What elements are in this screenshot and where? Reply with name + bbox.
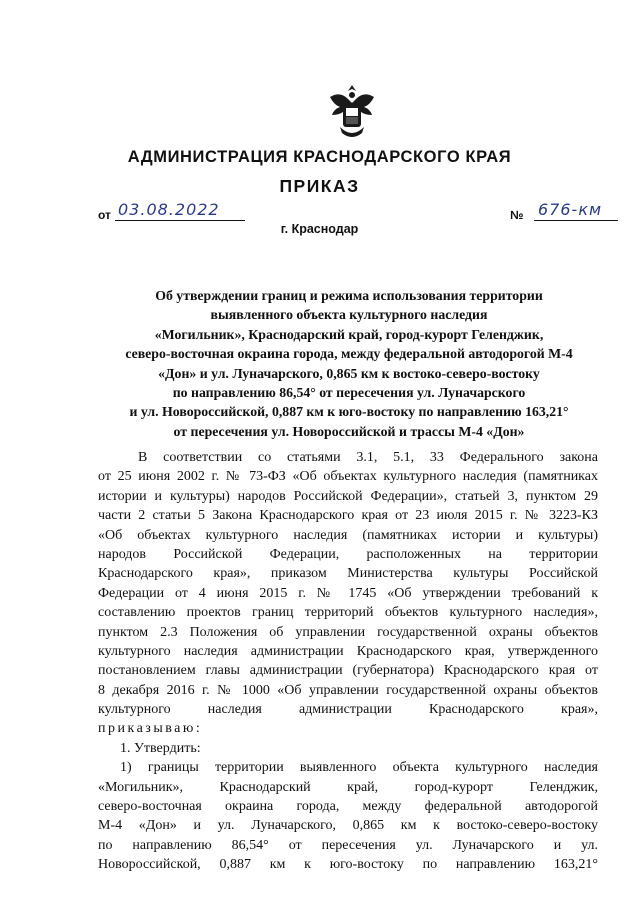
document-body [98, 448, 598, 875]
body-line: М-4 «Дон» и ул. Луначарского, 0,865 км к востоко-северо-востоку [98, 818, 598, 834]
body-line: В соответствии со статьями 3.1, 5.1, 33 Федерального закона [138, 450, 598, 465]
body-line: по направлению 86,54° от пересечения ул. Луначарского и ул. [98, 837, 598, 853]
title-line: северо-восточная окраина города, между федеральной автодорогой М-4 [125, 346, 573, 362]
body-line: «Об объектах культурного наследия (памятниках истории и культуры) [98, 527, 598, 543]
organization-name: АДМИНИСТРАЦИЯ КРАСНОДАРСКОГО КРАЯ [127, 148, 512, 166]
body-line: Федерации от 4 июня 2015 г. № 1745 «Об утверждении требований к [98, 585, 598, 601]
body-line: 8 декабря 2016 г. № 1000 «Об управлении государственной охраны объектов [98, 682, 598, 698]
number-underline [534, 220, 618, 221]
number-value: 676-км [538, 200, 603, 219]
city-name: г. Краснодар [280, 222, 359, 236]
date-value: 03.08.2022 [118, 200, 220, 219]
order-verb: приказываю: [98, 721, 203, 737]
title-line: «Могильник», Краснодарский край, город-курорт Геленджик, [154, 326, 544, 342]
title-line: Об утверждении границ и режима использования территории [155, 288, 543, 303]
body-line: пунктом 2.3 Положения об управлении государственной охраны объектов [98, 624, 598, 640]
date-underline [115, 220, 245, 221]
body-line: северо-восточная окраина города, между федеральной автодорогой [98, 799, 598, 815]
body-line: части 2 статьи 5 Закона Краснодарского края от 23 июля 2015 г. № 3223-КЗ [98, 508, 598, 524]
body-line: 1. Утвердить: [120, 740, 201, 756]
body-line: культурного наследия администрации Краснодарского края», [98, 702, 598, 718]
title-line: выявленного объекта культурного наследия [210, 307, 488, 323]
body-line: составлению проектов границ территорий объектов культурного наследия», [98, 605, 598, 621]
date-label: от [98, 208, 111, 222]
title-line: от пересечения ул. Новороссийской и трассы М-4 «Дон» [173, 423, 525, 439]
body-line: народов Российской Федерации, расположенных на территории [98, 546, 598, 562]
number-field [510, 200, 620, 222]
document-title [104, 286, 594, 441]
body-line: постановлением главы администрации (губернатора) Краснодарского края от [98, 663, 598, 679]
body-line: 1) границы территории выявленного объекта культурного наследия [120, 760, 598, 776]
title-line: и ул. Новороссийской, 0,887 км к юго-востоку по направлению 163,21° [129, 404, 569, 420]
title-line: «Дон» и ул. Луначарского, 0,865 км к востоко-северо-востоку [158, 365, 540, 381]
body-line: истории и культуры) народов Российской Федерации», статьей 3, пунктом 29 [98, 488, 598, 504]
coat-of-arms-emblem [326, 83, 378, 141]
body-line: «Могильник», Краснодарский край, город-курорт Геленджик, [98, 779, 598, 795]
title-line: по направлению 86,54° от пересечения ул. Луначарского [172, 385, 526, 401]
date-field [98, 200, 258, 222]
body-line: культурного наследия администрации Краснодарского края, утвержденного [98, 643, 598, 659]
body-line: Новороссийской, 0,887 км к юго-востоку по направлению 163,21° [98, 857, 598, 873]
number-label: № [510, 208, 524, 222]
document-type: ПРИКАЗ [279, 176, 360, 196]
body-line: от 25 июня 2002 г. № 73-ФЗ «Об объектах культурного наследия (памятниках [98, 469, 598, 485]
body-line: Краснодарского края», приказом Министерства культуры Российской [98, 566, 598, 582]
